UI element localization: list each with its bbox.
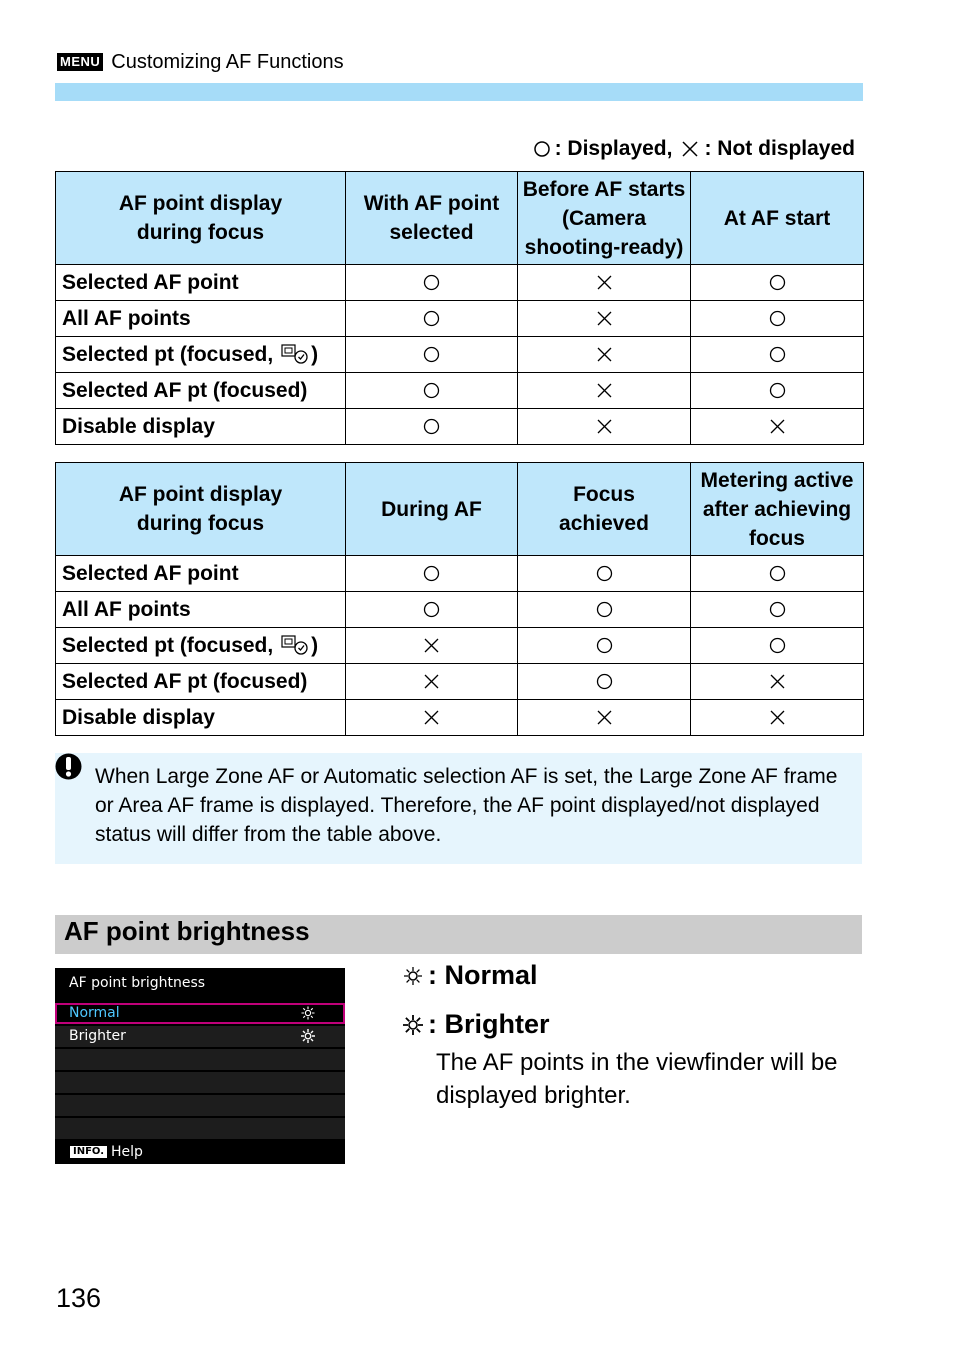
menu-badge: MENU: [57, 53, 103, 71]
option-brighter: [402, 1009, 550, 1040]
not-displayed-cell: [691, 664, 864, 700]
displayed-cell: [691, 337, 864, 373]
cross-icon: [596, 709, 613, 726]
row-label: Selected AF point: [56, 265, 346, 301]
sun-normal-icon: [301, 1006, 315, 1020]
sun-bright-icon: [402, 1014, 424, 1036]
row-label: Selected pt (focused, ): [56, 337, 346, 373]
row-label: Disable display: [56, 409, 346, 445]
row-label: All AF points: [56, 301, 346, 337]
option-brighter-description: The AF points in the viewfinder will be displayed brighter.: [436, 1049, 838, 1109]
option-normal-label: : Normal: [428, 960, 538, 990]
displayed-cell: [691, 265, 864, 301]
table-row: [56, 592, 864, 628]
circle-icon: [423, 601, 440, 618]
sun-normal-icon: [402, 965, 424, 987]
circle-icon: [423, 565, 440, 582]
caution-icon: [55, 753, 82, 780]
table1-header-3: At AF start: [691, 172, 864, 265]
option-normal: [402, 960, 538, 991]
circle-icon: [423, 418, 440, 435]
circle-icon: [596, 637, 613, 654]
row-label: Selected AF point: [56, 556, 346, 592]
screen-item-normal[interactable]: [55, 1003, 345, 1024]
circle-icon: [769, 382, 786, 399]
row-label: All AF points: [56, 592, 346, 628]
header-accent-bar: [55, 83, 863, 101]
circle-icon: [533, 140, 551, 158]
circle-icon: [769, 310, 786, 327]
circle-icon: [423, 346, 440, 363]
table1-header-0: AF point display during focus: [56, 172, 346, 265]
not-displayed-cell: [518, 373, 691, 409]
displayed-cell: [518, 664, 691, 700]
sun-bright-icon: [301, 1029, 315, 1043]
table-row: [56, 556, 864, 592]
not-displayed-cell: [518, 265, 691, 301]
page-number: 136: [56, 1283, 102, 1313]
legend: [533, 137, 855, 161]
row-label: Selected pt (focused, ): [56, 628, 346, 664]
cross-icon: [596, 346, 613, 363]
screen-empty-row: [55, 1072, 345, 1093]
circle-icon: [769, 637, 786, 654]
circle-icon: [769, 565, 786, 582]
displayed-cell: [518, 592, 691, 628]
cross-icon: [596, 418, 613, 435]
not-displayed-cell: [346, 664, 518, 700]
table-row: [56, 700, 864, 736]
displayed-cell: [691, 556, 864, 592]
circle-icon: [423, 382, 440, 399]
screen-item-brighter[interactable]: [55, 1026, 345, 1047]
af-point-focused-icon: [281, 634, 309, 656]
cross-icon: [423, 637, 440, 654]
af-point-focused-icon: [281, 343, 309, 365]
cross-icon: [423, 673, 440, 690]
circle-icon: [769, 274, 786, 291]
screen-item-label: Brighter: [69, 1028, 126, 1044]
cross-icon: [769, 418, 786, 435]
option-brighter-label: : Brighter: [428, 1009, 550, 1039]
section-header: [55, 915, 862, 954]
header-title: Customizing AF Functions: [111, 50, 344, 73]
circle-icon: [423, 274, 440, 291]
circle-icon: [596, 601, 613, 618]
displayed-cell: [346, 265, 518, 301]
not-displayed-cell: [691, 409, 864, 445]
display-table-1: [55, 171, 864, 445]
table2-header-3: Metering active after achieving focus: [691, 463, 864, 556]
cross-icon: [680, 140, 700, 158]
circle-icon: [596, 565, 613, 582]
display-table-2: [55, 462, 864, 736]
not-displayed-cell: [518, 409, 691, 445]
cross-icon: [769, 709, 786, 726]
displayed-cell: [346, 301, 518, 337]
circle-icon: [596, 673, 613, 690]
circle-icon: [423, 310, 440, 327]
displayed-cell: [346, 337, 518, 373]
camera-menu-screen: [55, 968, 345, 1164]
legend-displayed: : Displayed,: [554, 137, 673, 160]
displayed-cell: [518, 556, 691, 592]
legend-not-displayed: : Not displayed: [704, 137, 855, 160]
table-row: [56, 337, 864, 373]
displayed-cell: [691, 373, 864, 409]
row-label: Selected AF pt (focused): [56, 373, 346, 409]
table-row: [56, 301, 864, 337]
help-label: Help: [111, 1144, 143, 1160]
screen-item-label: Normal: [69, 1005, 120, 1021]
screen-empty-row: [55, 1118, 345, 1139]
cross-icon: [769, 673, 786, 690]
row-label: Selected AF pt (focused): [56, 664, 346, 700]
not-displayed-cell: [518, 700, 691, 736]
displayed-cell: [691, 592, 864, 628]
not-displayed-cell: [346, 700, 518, 736]
circle-icon: [769, 346, 786, 363]
displayed-cell: [691, 301, 864, 337]
not-displayed-cell: [518, 301, 691, 337]
cross-icon: [423, 709, 440, 726]
cross-icon: [596, 274, 613, 291]
not-displayed-cell: [518, 337, 691, 373]
row-label: Disable display: [56, 700, 346, 736]
page-header: [57, 50, 344, 74]
cross-icon: [596, 310, 613, 327]
caution-text: When Large Zone AF or Automatic selection AF is set, the Large Zone AF frame or Area AF frame is displayed. Therefore, the AF point displayed/not displayed status will differ from the table above.: [95, 765, 838, 846]
table2-header-0: AF point display during focus: [56, 463, 346, 556]
displayed-cell: [518, 628, 691, 664]
screen-footer: [70, 1144, 143, 1160]
table2-header-1: During AF: [346, 463, 518, 556]
screen-empty-row: [55, 1095, 345, 1116]
displayed-cell: [346, 373, 518, 409]
info-badge: INFO.: [70, 1146, 107, 1158]
table-row: [56, 409, 864, 445]
displayed-cell: [346, 592, 518, 628]
displayed-cell: [691, 628, 864, 664]
table-row: [56, 373, 864, 409]
not-displayed-cell: [346, 628, 518, 664]
section-title: AF point brightness: [64, 916, 310, 946]
cross-icon: [596, 382, 613, 399]
screen-title: AF point brightness: [69, 975, 206, 991]
screen-empty-row: [55, 1049, 345, 1070]
table-row: [56, 265, 864, 301]
not-displayed-cell: [691, 700, 864, 736]
displayed-cell: [346, 556, 518, 592]
caution-note: [55, 753, 862, 864]
table1-header-2: Before AF starts (Camera shooting-ready): [518, 172, 691, 265]
circle-icon: [769, 601, 786, 618]
table-row: [56, 664, 864, 700]
table-row: [56, 628, 864, 664]
displayed-cell: [346, 409, 518, 445]
table2-header-2: Focus achieved: [518, 463, 691, 556]
table1-header-1: With AF point selected: [346, 172, 518, 265]
